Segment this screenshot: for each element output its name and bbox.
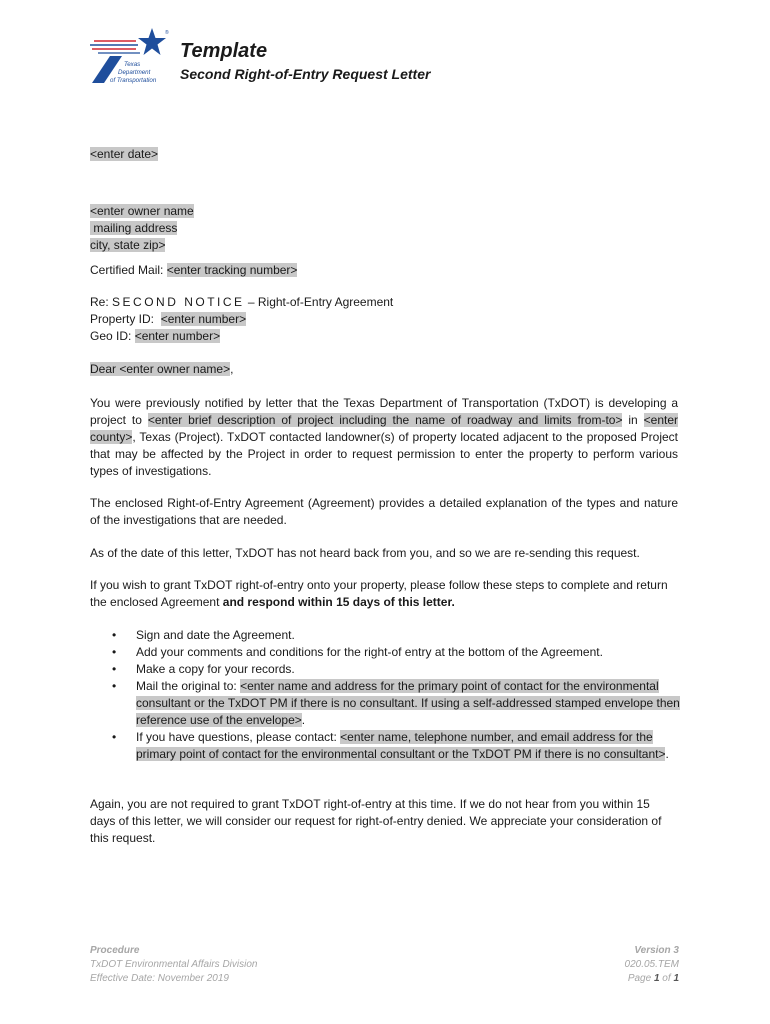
logo-swoosh-lines [90, 41, 140, 53]
footer-right [625, 944, 679, 986]
p4-text: If you wish to grant TxDOT right-of-entry onto your property, please follow these steps to complete and return the enclosed Agreement [90, 578, 668, 609]
document-subtitle: Second Right-of-Entry Request Letter [180, 66, 431, 82]
salutation [90, 361, 678, 378]
closing-paragraph: Again, you are not required to grant TxDOT right-of-entry at this time. If we do not hear from you within 15 days of this letter, we will consider our request for right-of-entry denied. We appreciate your consideration of this request. [90, 797, 662, 845]
step-contact-period: . [665, 747, 669, 761]
paragraph-3: As of the date of this letter, TxDOT has not heard back from you, and so we are re-sending this request. [90, 546, 640, 560]
document-title: Template [180, 40, 268, 62]
paragraph-1 [90, 395, 678, 480]
logo-text-texas: Texas [124, 61, 141, 68]
page-total: 1 [673, 973, 679, 984]
footer-left [90, 944, 257, 986]
footer-version: Version 3 [634, 945, 679, 956]
owner-name: <enter owner name [90, 204, 194, 218]
footer-procedure: Procedure [90, 945, 140, 956]
date-placeholder: <enter date> [90, 147, 159, 161]
step-comments: Add your comments and conditions for the right-of entry at the bottom of the Agreement. [136, 645, 603, 659]
page-current: 1 [653, 973, 660, 984]
steps-list [90, 627, 680, 763]
step-contact-label: If you have questions, please contact: [136, 730, 341, 744]
list-item: • Make a copy for your records. [112, 662, 295, 676]
list-item: • If you have questions, please contact: <enter name, telephone number, and email address for the primary point of contact for the environmental consultant or the TxDOT PM if there is no consultant>. [112, 730, 669, 761]
logo-text-department: Department [118, 69, 151, 76]
list-item: • Sign and date the Agreement. [112, 628, 295, 642]
mail-address-placeholder: <enter name and address for the primary point of contact for the environmental consultant or the TxDOT PM if there is no consultant. If using a self-addressed stamped envelope then reference use of the envelope> [136, 679, 680, 727]
page-of: of [659, 973, 674, 984]
footer-page-number [625, 972, 679, 986]
tracking-number: <enter tracking number> [166, 263, 298, 277]
contact-placeholder: <enter name, telephone number, and email address for the primary point of contact for the environmental consultant or the TxDOT PM if there is no consultant> [136, 730, 666, 761]
list-item: • Mail the original to: <enter name and address for the primary point of contact for the environmental consultant or the TxDOT PM if there is no consultant. If using a self-addressed stamped envelope then reference use of the envelope>. [112, 679, 680, 727]
second-notice: SECOND NOTICE [112, 295, 245, 309]
footer-doc-code: 020.05.TEM [624, 959, 679, 970]
logo-star [138, 28, 166, 55]
step-sign: Sign and date the Agreement. [136, 628, 295, 642]
certified-label: Certified Mail: [90, 263, 167, 277]
step-mail-label: Mail the original to: [136, 679, 241, 693]
paragraph-2: The enclosed Right-of-Entry Agreement (Agreement) provides a detailed explanation of the types and nature of the investigations that are needed. [90, 496, 678, 527]
re-subject: – Right-of-Entry Agreement [244, 295, 394, 309]
p1-text-c: , Texas (Project). TxDOT contacted landowner(s) of property located adjacent to the proposed Project that may be affected by the Project in order to request permission to enter the property to perform various types of investigations. [90, 430, 678, 478]
property-id-value: <enter number> [160, 312, 247, 326]
svg-text:®: ® [165, 30, 169, 36]
project-description-placeholder: <enter brief description of project including the name of roadway and limits from-to> [147, 413, 623, 427]
date-line [90, 146, 678, 163]
step-copy: Make a copy for your records. [136, 662, 295, 676]
city-state-zip: city, state zip> [90, 238, 166, 252]
property-id-label: Property ID: [90, 312, 161, 326]
re-block [90, 294, 678, 345]
re-label: Re: [90, 295, 113, 309]
p1-text-a: You were previously notified by letter that the Texas Department of Transportation (TxDOT) is developing a project to [90, 396, 678, 427]
footer-effective-date: Effective Date: November 2019 [90, 973, 229, 984]
geo-id-value: <enter number> [134, 329, 221, 343]
salutation-text: Dear <enter owner name> [90, 362, 231, 376]
page-label: Page [627, 973, 654, 984]
list-item: • Add your comments and conditions for the right-of entry at the bottom of the Agreement. [112, 645, 603, 659]
geo-id-label: Geo ID: [90, 329, 135, 343]
p1-text-b: in [622, 413, 644, 427]
paragraph-4 [90, 577, 678, 611]
footer-division: TxDOT Environmental Affairs Division [90, 959, 258, 970]
county-placeholder: <enter county> [90, 413, 679, 444]
step-mail-period: . [301, 713, 306, 727]
address-block [90, 203, 678, 254]
salutation-comma: , [230, 362, 234, 376]
logo-text-transportation: of Transportation [110, 77, 157, 84]
p4-bold-deadline: and respond within 15 days of this letter. [222, 595, 455, 609]
mailing-address: mailing address [90, 221, 178, 235]
txdot-logo [88, 26, 170, 86]
certified-mail-line [90, 262, 678, 279]
